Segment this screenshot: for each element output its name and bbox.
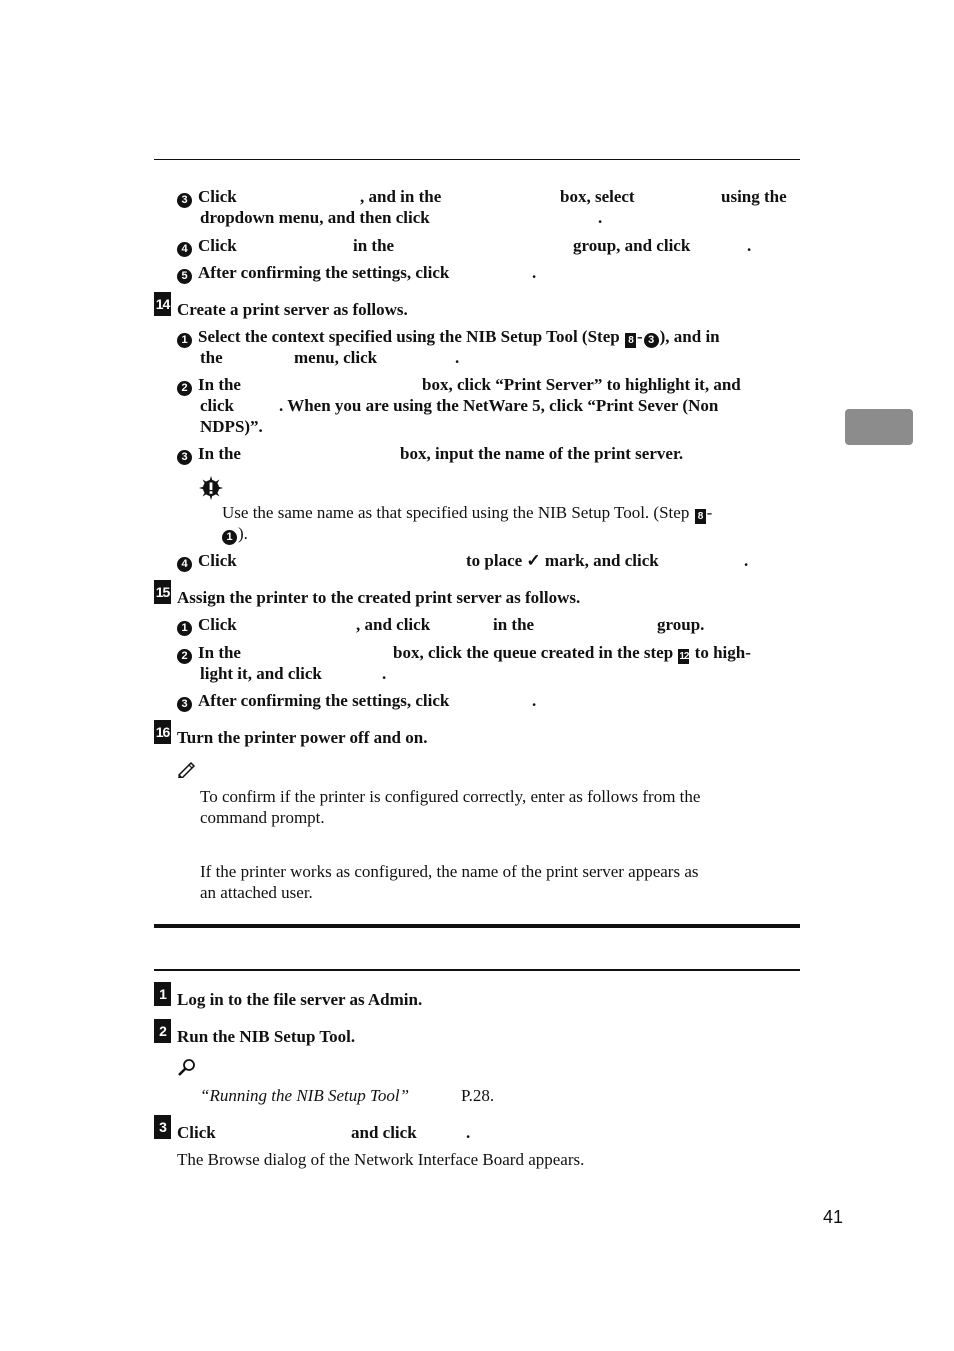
note-line1: To confirm if the printer is configured correctly, enter as follows from the bbox=[200, 787, 701, 806]
step-2-title: Run the NIB Setup Tool. bbox=[177, 1027, 356, 1046]
step-1-title: Log in to the file server as Admin. bbox=[177, 990, 423, 1009]
step-14-sub2-line2: click . When you are using the NetWare 5, click “Print Sever (Non bbox=[200, 396, 719, 415]
circled-number-2: 2 bbox=[177, 381, 192, 396]
circled-number-3: 3 bbox=[177, 450, 192, 465]
circled-number-3: 3 bbox=[177, 697, 192, 712]
subsection-rule bbox=[154, 969, 800, 971]
circled-number-5: 5 bbox=[177, 269, 192, 284]
step-15-sub1: 1 Click , and click in the group. bbox=[177, 614, 799, 636]
step-number-14: 14 bbox=[154, 292, 171, 316]
step-15-title: Assign the printer to the created print server as follows. bbox=[177, 588, 581, 607]
item-3-line1: 3 Click , and in the box, select using the bbox=[177, 186, 799, 208]
important-note-line2: 1 ). bbox=[222, 523, 248, 545]
step-16-title: Turn the printer power off and on. bbox=[177, 728, 428, 747]
step-ref-8: 8 bbox=[695, 509, 706, 524]
important-note-line1: Use the same name as that specified using the NIB Setup Tool. (Step 8 - bbox=[222, 503, 713, 522]
circled-number-4: 4 bbox=[177, 557, 192, 572]
header-rule bbox=[154, 159, 800, 160]
step-3-line: Click and click . bbox=[177, 1123, 471, 1142]
item-5: 5 After confirming the settings, click . bbox=[177, 262, 799, 284]
step-15-sub3: 3 After confirming the settings, click . bbox=[177, 690, 449, 712]
important-icon bbox=[199, 476, 223, 500]
step-14-sub4: 4 Click to place ✓ mark, and click . bbox=[177, 550, 799, 572]
step-14-sub2-line3: NDPS)”. bbox=[200, 417, 263, 436]
step-14-sub1-line1: 1 Select the context specified using the NIB Setup Tool (Step 8 - 3 ), and in bbox=[177, 326, 720, 348]
step-15-sub2-line1: 2 In the box, click the queue created in the step 12 to high- bbox=[177, 642, 799, 664]
circled-number-3: 3 bbox=[644, 333, 659, 348]
chapter-tab bbox=[845, 409, 913, 445]
item-3-line2: dropdown menu, and then click . bbox=[200, 208, 603, 227]
page-number: 41 bbox=[823, 1207, 844, 1227]
step-ref-12: 12 bbox=[679, 651, 689, 662]
circled-number-3: 3 bbox=[177, 193, 192, 208]
step-number-16: 16 bbox=[154, 720, 171, 744]
note-line3: If the printer works as configured, the name of the print server appears as bbox=[200, 862, 699, 881]
step-3-description: The Browse dialog of the Network Interface Board appears. bbox=[177, 1150, 585, 1169]
section-heading-rule bbox=[154, 924, 800, 928]
step-ref-8: 8 bbox=[625, 333, 636, 348]
pencil-icon bbox=[176, 760, 196, 778]
circled-number-1: 1 bbox=[222, 530, 237, 545]
circled-number-1: 1 bbox=[177, 621, 192, 636]
note-line4: an attached user. bbox=[200, 883, 313, 902]
step-15-sub2-line2: light it, and click . bbox=[200, 664, 387, 683]
step-number-1: 1 bbox=[154, 982, 171, 1006]
reference-magnifier-icon bbox=[177, 1058, 197, 1078]
circled-number-2: 2 bbox=[177, 649, 192, 664]
step-number-3: 3 bbox=[154, 1115, 171, 1139]
step-14-sub2-line1: 2 In the box, click “Print Server” to highlight it, and bbox=[177, 374, 799, 396]
step-number-15: 15 bbox=[154, 580, 171, 604]
step-14-title: Create a print server as follows. bbox=[177, 300, 408, 319]
step-14-sub1-line2: the menu, click . bbox=[200, 348, 460, 367]
circled-number-4: 4 bbox=[177, 242, 192, 257]
item-4: 4 Click in the group, and click . bbox=[177, 235, 799, 257]
step-number-2: 2 bbox=[154, 1019, 171, 1043]
reference-text: “Running the NIB Setup Tool” P.28. bbox=[200, 1086, 495, 1105]
step-14-sub3: 3 In the box, input the name of the print server. bbox=[177, 443, 241, 465]
note-line2: command prompt. bbox=[200, 808, 325, 827]
circled-number-1: 1 bbox=[177, 333, 192, 348]
